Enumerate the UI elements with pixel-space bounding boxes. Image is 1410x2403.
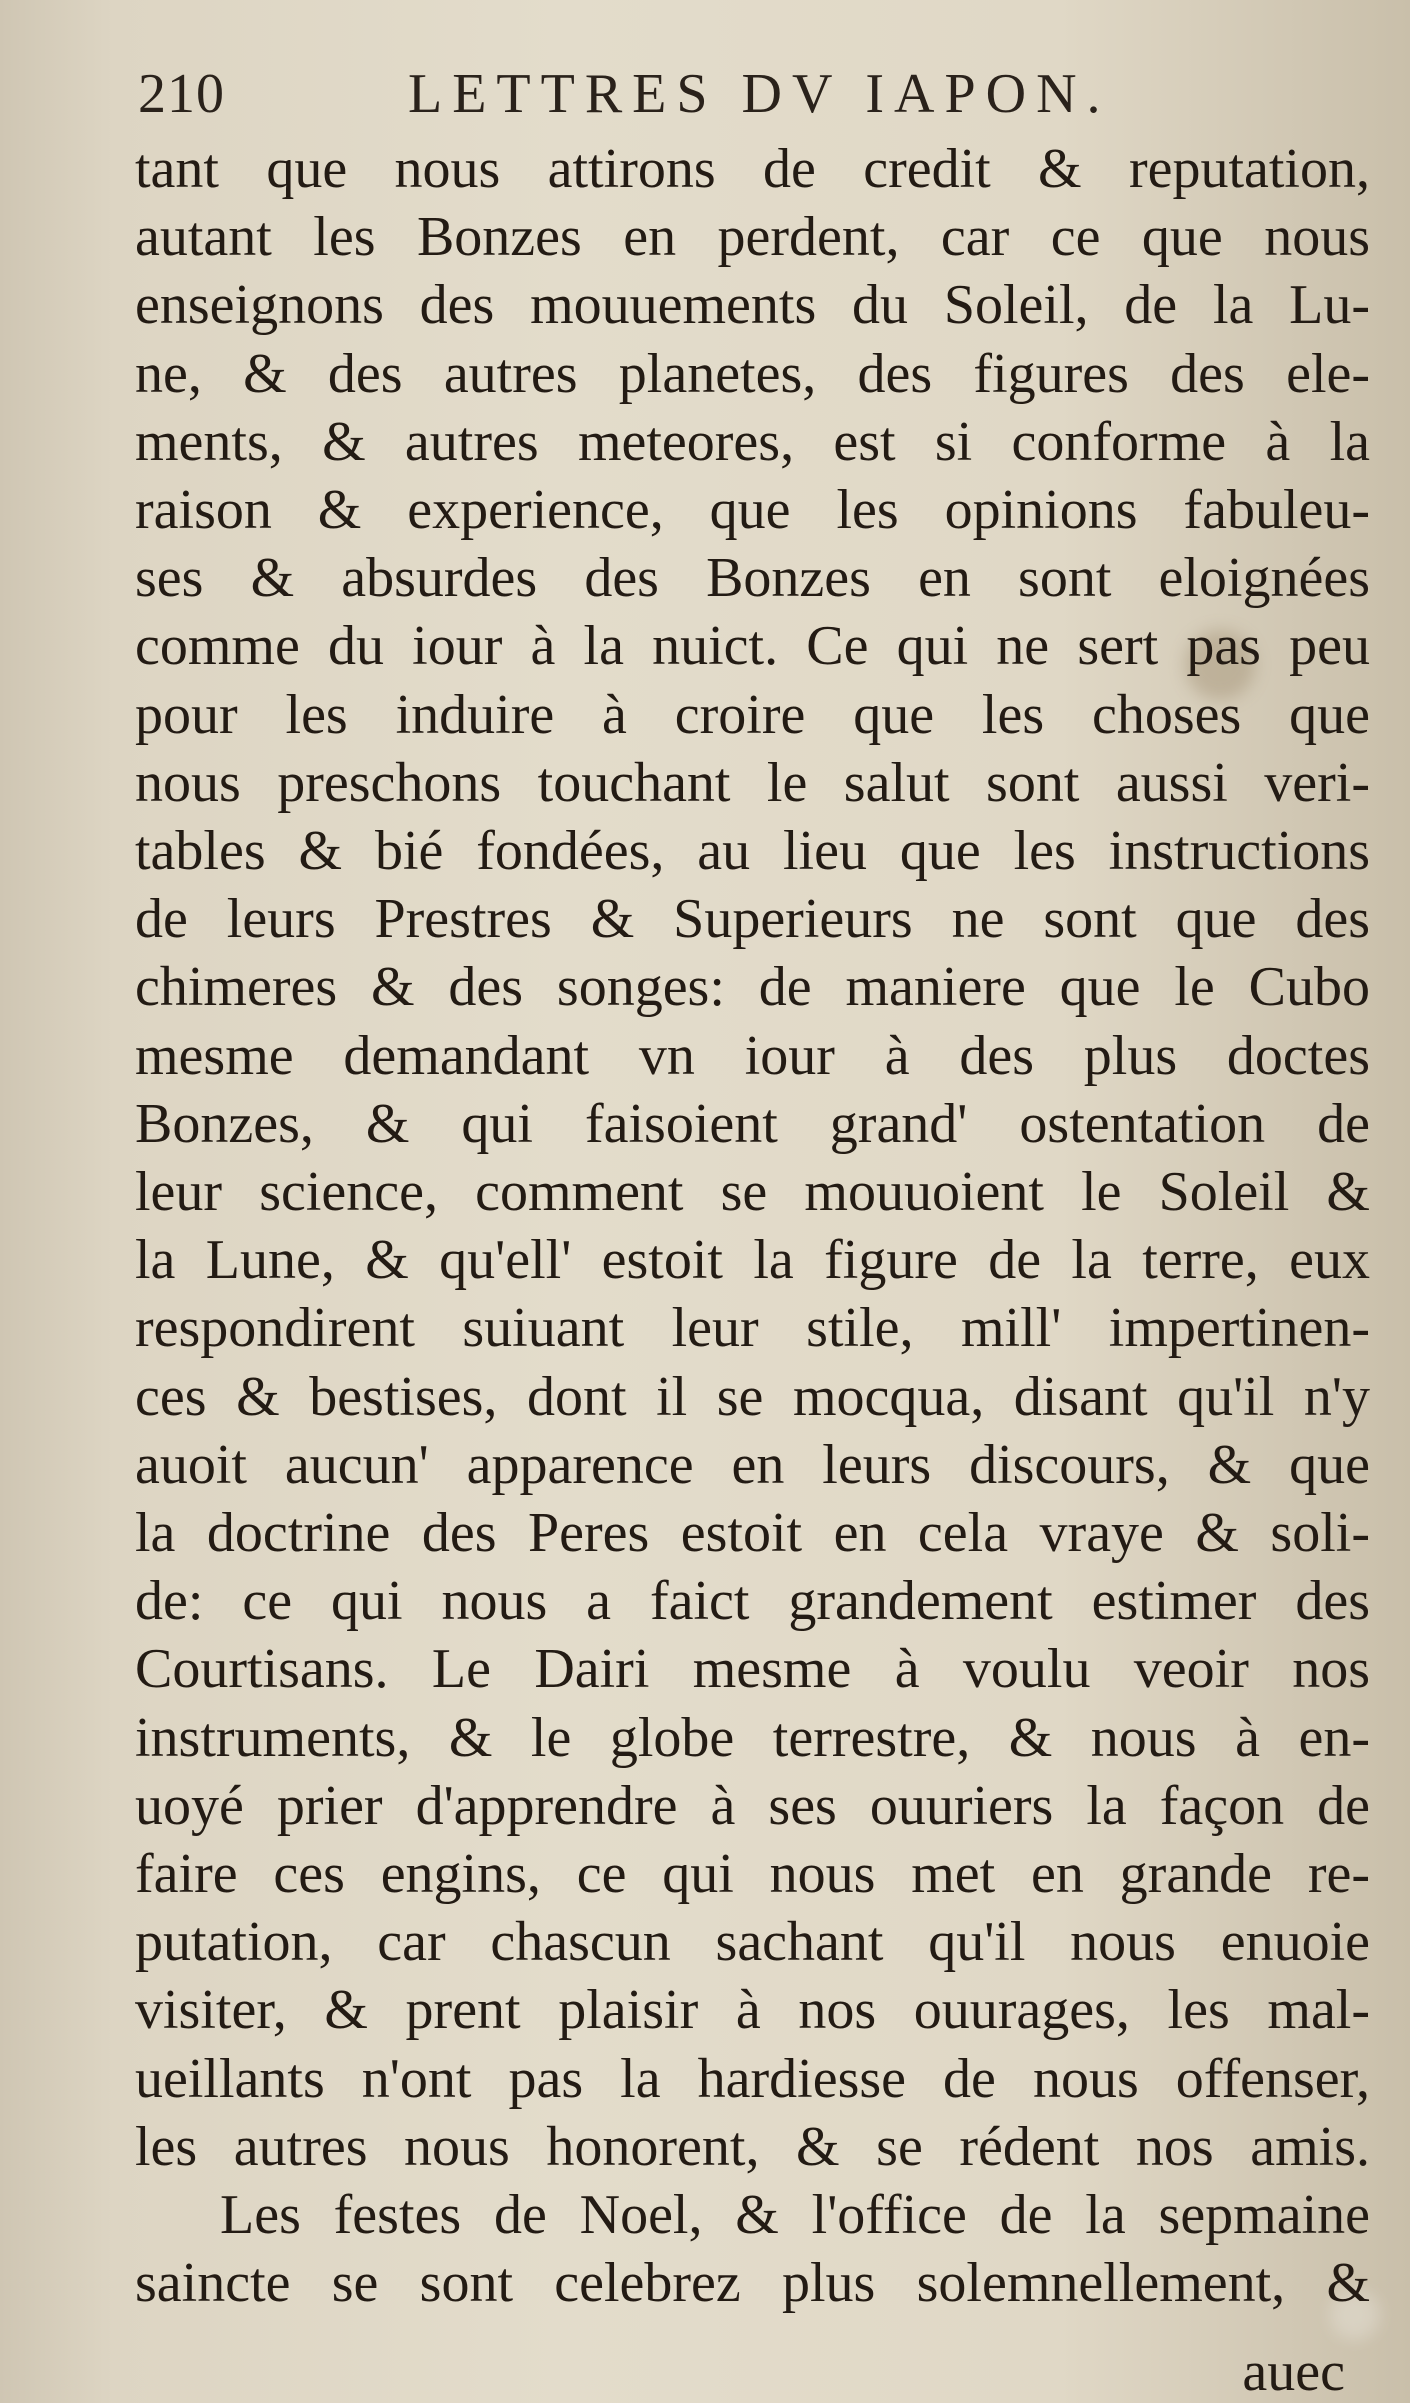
text-line: ments, & autres meteores, est si conforme à la: [135, 410, 1370, 473]
text-line: mesme demandant vn iour à des plus doctes: [135, 1024, 1370, 1087]
text-line: la doctrine des Peres estoit en cela vraye & soli-: [135, 1502, 1370, 1565]
text-line: ueillants n'ont pas la hardiesse de nous offenser,: [135, 2047, 1370, 2110]
text-line: visiter, & prent plaisir à nos ouurages, les mal-: [135, 1979, 1370, 2042]
text-line: tables & bié fondées, au lieu que les instructions: [135, 820, 1370, 883]
text-line: putation, car chascun sachant qu'il nous enuoie: [135, 1911, 1370, 1974]
body-text: [135, 135, 1370, 2318]
text-line: autant les Bonzes en perdent, car ce que nous: [135, 206, 1370, 269]
text-line: chimeres & des songes: de maniere que le Cubo: [135, 956, 1370, 1019]
text-line: enseignons des mouuements du Soleil, de la Lu-: [135, 274, 1370, 337]
text-line: leur science, comment se mouuoient le Soleil &: [135, 1161, 1370, 1224]
text-line: Les festes de Noel, & l'office de la sepmaine: [220, 2184, 1370, 2247]
text-line: de leurs Prestres & Superieurs ne sont que des: [135, 888, 1370, 951]
text-line: Bonzes, & qui faisoient grand' ostentation de: [135, 1092, 1370, 1155]
running-title: LETTRES DV IAPON.: [408, 63, 1111, 125]
text-line: instruments, & le globe terrestre, & nous à en-: [135, 1706, 1370, 1769]
text-line: ces & bestises, dont il se mocqua, disant qu'il n'y: [135, 1365, 1370, 1428]
text-line: nous preschons touchant le salut sont aussi veri-: [135, 751, 1370, 814]
text-line: Courtisans. Le Dairi mesme à voulu veoir nos: [135, 1638, 1370, 1701]
text-line: de: ce qui nous a faict grandement estimer des: [135, 1570, 1370, 1633]
text-line: auoit aucun' apparence en leurs discours, & que: [135, 1433, 1370, 1496]
catchword: auec: [1242, 2341, 1345, 2403]
text-line: ses & absurdes des Bonzes en sont eloignées: [135, 547, 1370, 610]
text-line: respondirent suiuant leur stile, mill' impertinen-: [135, 1297, 1370, 1360]
text-line: ne, & des autres planetes, des figures des ele-: [135, 342, 1370, 405]
text-line: raison & experience, que les opinions fabuleu-: [135, 479, 1370, 542]
page-number: 210: [138, 63, 225, 125]
text-line: faire ces engins, ce qui nous met en grande re-: [135, 1843, 1370, 1906]
text-line: la Lune, & qu'ell' estoit la figure de la terre, eux: [135, 1229, 1370, 1292]
text-line: pour les induire à croire que les choses que: [135, 683, 1370, 746]
text-line: uoyé prier d'apprendre à ses ouuriers la façon de: [135, 1774, 1370, 1837]
page-header: [138, 62, 1350, 132]
text-line: comme du iour à la nuict. Ce qui ne sert pas peu: [135, 615, 1370, 678]
text-line: les autres nous honorent, & se rédent nos amis.: [135, 2115, 1370, 2178]
text-line: tant que nous attirons de credit & reputation,: [135, 138, 1370, 200]
text-line: saincte se sont celebrez plus solemnellement, &: [135, 2252, 1370, 2315]
